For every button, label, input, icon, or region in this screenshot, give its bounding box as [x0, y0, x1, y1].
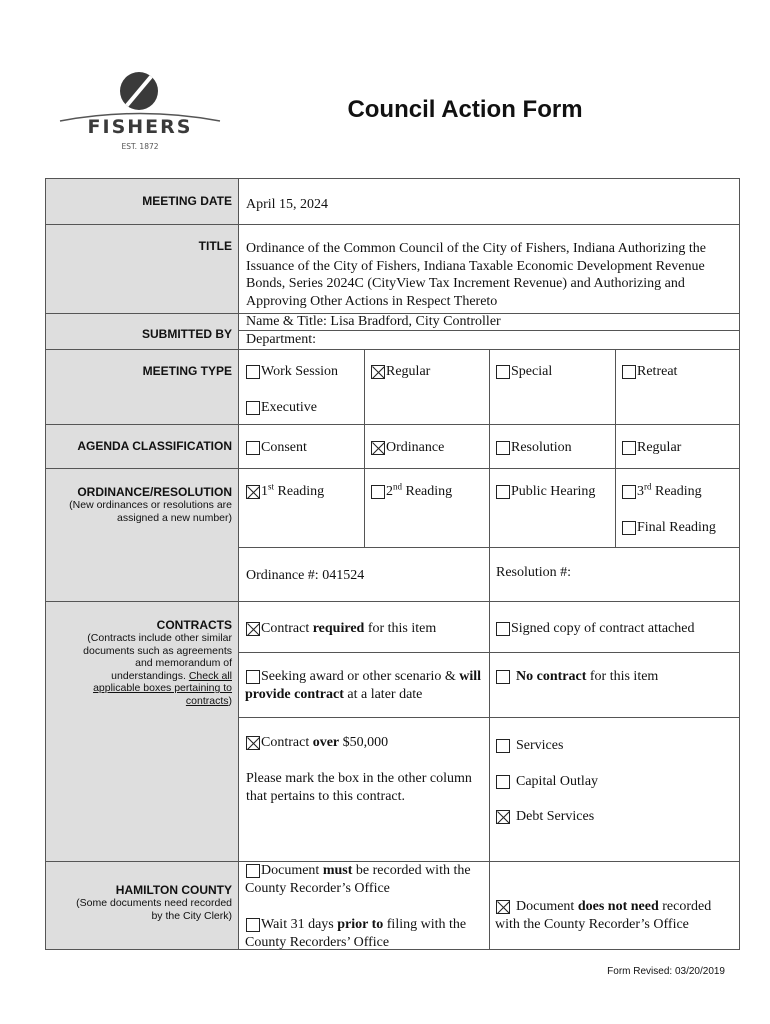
title-label-cell [46, 224, 239, 313]
checkbox[interactable] [496, 900, 510, 914]
logo-wordmark: FISHERS [87, 116, 193, 138]
ordinance-resolution-note: (New ordinances or resolutions are assigned a new number) [69, 499, 232, 524]
checkbox[interactable] [496, 670, 510, 684]
no-contract[interactable]: No contract for this item [496, 668, 658, 686]
divider [615, 349, 616, 468]
checkbox[interactable] [622, 365, 636, 379]
checkbox[interactable] [496, 485, 510, 499]
fishers-logo [58, 68, 222, 160]
document-not-need-record[interactable]: Document does not need recorded with the County Recorder’s Office [495, 899, 712, 932]
hamilton-county-label-cell [46, 861, 239, 949]
logo-globe-icon [120, 72, 158, 110]
meeting-type-label-cell [46, 349, 239, 424]
submitted-by-name-title: Name & Title: Lisa Bradford, City Controller [246, 314, 501, 329]
contract-over-50000[interactable]: Contract over $50,000 [246, 734, 388, 752]
checkbox[interactable] [622, 441, 636, 455]
hamilton-county-note: (Some documents need recorded by the City Clerk) [76, 897, 232, 922]
signed-copy-attached[interactable]: Signed copy of contract attached [496, 620, 694, 638]
checkbox[interactable] [496, 622, 510, 636]
checkbox[interactable] [496, 739, 510, 753]
meeting-type-work-session[interactable]: Work Session [246, 363, 338, 381]
page-title: Council Action Form [347, 96, 583, 123]
checkbox[interactable] [246, 918, 260, 932]
checkbox[interactable] [371, 365, 385, 379]
form-revised-footer: Form Revised: 03/20/2019 [607, 966, 725, 977]
contract-required[interactable]: Contract required for this item [246, 620, 436, 638]
meeting-date-value: April 15, 2024 [246, 197, 329, 212]
contract-services[interactable]: Services [496, 737, 563, 755]
contracts-note: (Contracts include other similar documents such as agreements and memorandum of understandings. Check all applicable boxes pertaining to contracts) [83, 632, 232, 707]
checkbox[interactable] [246, 736, 260, 750]
contracts-label-cell [46, 601, 239, 861]
reading-third[interactable]: 3rd Reading [622, 483, 702, 501]
meeting-type-retreat[interactable]: Retreat [622, 363, 677, 381]
checkbox[interactable] [246, 401, 260, 415]
reading-public-hearing[interactable]: Public Hearing [496, 483, 595, 501]
checkbox[interactable] [622, 485, 636, 499]
checkbox[interactable] [246, 365, 260, 379]
contract-capital-outlay[interactable]: Capital Outlay [496, 773, 598, 791]
meeting-date-label-cell [46, 179, 239, 224]
divider [364, 349, 365, 468]
agenda-consent[interactable]: Consent [246, 439, 307, 457]
divider [46, 349, 739, 350]
checkbox[interactable] [246, 864, 260, 878]
checkbox[interactable] [496, 441, 510, 455]
contracts-label: CONTRACTS [156, 618, 232, 632]
submitted-by-label-cell [46, 313, 239, 349]
hamilton-county-label: HAMILTON COUNTY [115, 883, 232, 897]
checkbox[interactable] [246, 441, 260, 455]
checkbox[interactable] [246, 622, 260, 636]
checkbox[interactable] [246, 485, 260, 499]
divider [46, 424, 739, 425]
logo-established: EST. 1872 [121, 142, 159, 151]
divider [615, 468, 616, 547]
meeting-type-label: MEETING TYPE [142, 364, 232, 378]
meeting-date-label: MEETING DATE [142, 194, 232, 208]
divider [46, 468, 739, 469]
divider [489, 349, 490, 468]
meeting-type-special[interactable]: Special [496, 363, 552, 381]
divider [489, 468, 490, 601]
wait-31-days[interactable]: Wait 31 days prior to filing with the County Recorders’ Office [245, 917, 467, 950]
council-action-form [45, 178, 740, 950]
ordinance-resolution-label: ORDINANCE/RESOLUTION [77, 485, 232, 499]
reading-final[interactable]: Final Reading [622, 519, 716, 537]
ordinance-number: Ordinance #: 041524 [246, 568, 365, 583]
resolution-number: Resolution #: [496, 565, 572, 580]
reading-first[interactable]: 1st Reading [246, 483, 324, 501]
document-must-record[interactable]: Document must be recorded with the County Recorder’s Office [245, 863, 471, 896]
agenda-resolution[interactable]: Resolution [496, 439, 572, 457]
meeting-type-regular[interactable]: Regular [371, 363, 430, 381]
contract-instruction: Please mark the box in the other column that pertains to this contract. [246, 771, 472, 804]
divider [364, 468, 365, 547]
seeking-award[interactable]: Seeking award or other scenario & will provide contract at a later date [245, 669, 482, 702]
agenda-regular[interactable]: Regular [622, 439, 681, 457]
submitted-by-department: Department: [246, 332, 316, 347]
agenda-classification-label: AGENDA CLASSIFICATION [77, 439, 232, 453]
reading-second[interactable]: 2nd Reading [371, 483, 452, 501]
checkbox[interactable] [371, 485, 385, 499]
checkbox[interactable] [371, 441, 385, 455]
checkbox[interactable] [246, 670, 260, 684]
checkbox[interactable] [496, 365, 510, 379]
agenda-classification-label-cell [46, 424, 239, 468]
checkbox[interactable] [496, 810, 510, 824]
title-label: TITLE [198, 239, 232, 253]
title-value: Ordinance of the Common Council of the City of Fishers, Indiana Authorizing the Issuance of the City of Fishers, Indiana Taxable Economic Development Revenue Bonds, Series 2024C (CityView Tax Increment Revenue) and Authorizing and Approving Other Actions in Respect Thereto [246, 241, 706, 309]
checkbox[interactable] [622, 521, 636, 535]
ordinance-resolution-label-cell [46, 468, 239, 601]
meeting-type-executive[interactable]: Executive [246, 399, 317, 417]
divider [46, 224, 739, 225]
divider [46, 601, 739, 602]
contract-debt-services[interactable]: Debt Services [496, 808, 594, 826]
submitted-by-label: SUBMITTED BY [142, 327, 232, 341]
checkbox[interactable] [496, 775, 510, 789]
divider [489, 601, 490, 949]
agenda-ordinance[interactable]: Ordinance [371, 439, 444, 457]
